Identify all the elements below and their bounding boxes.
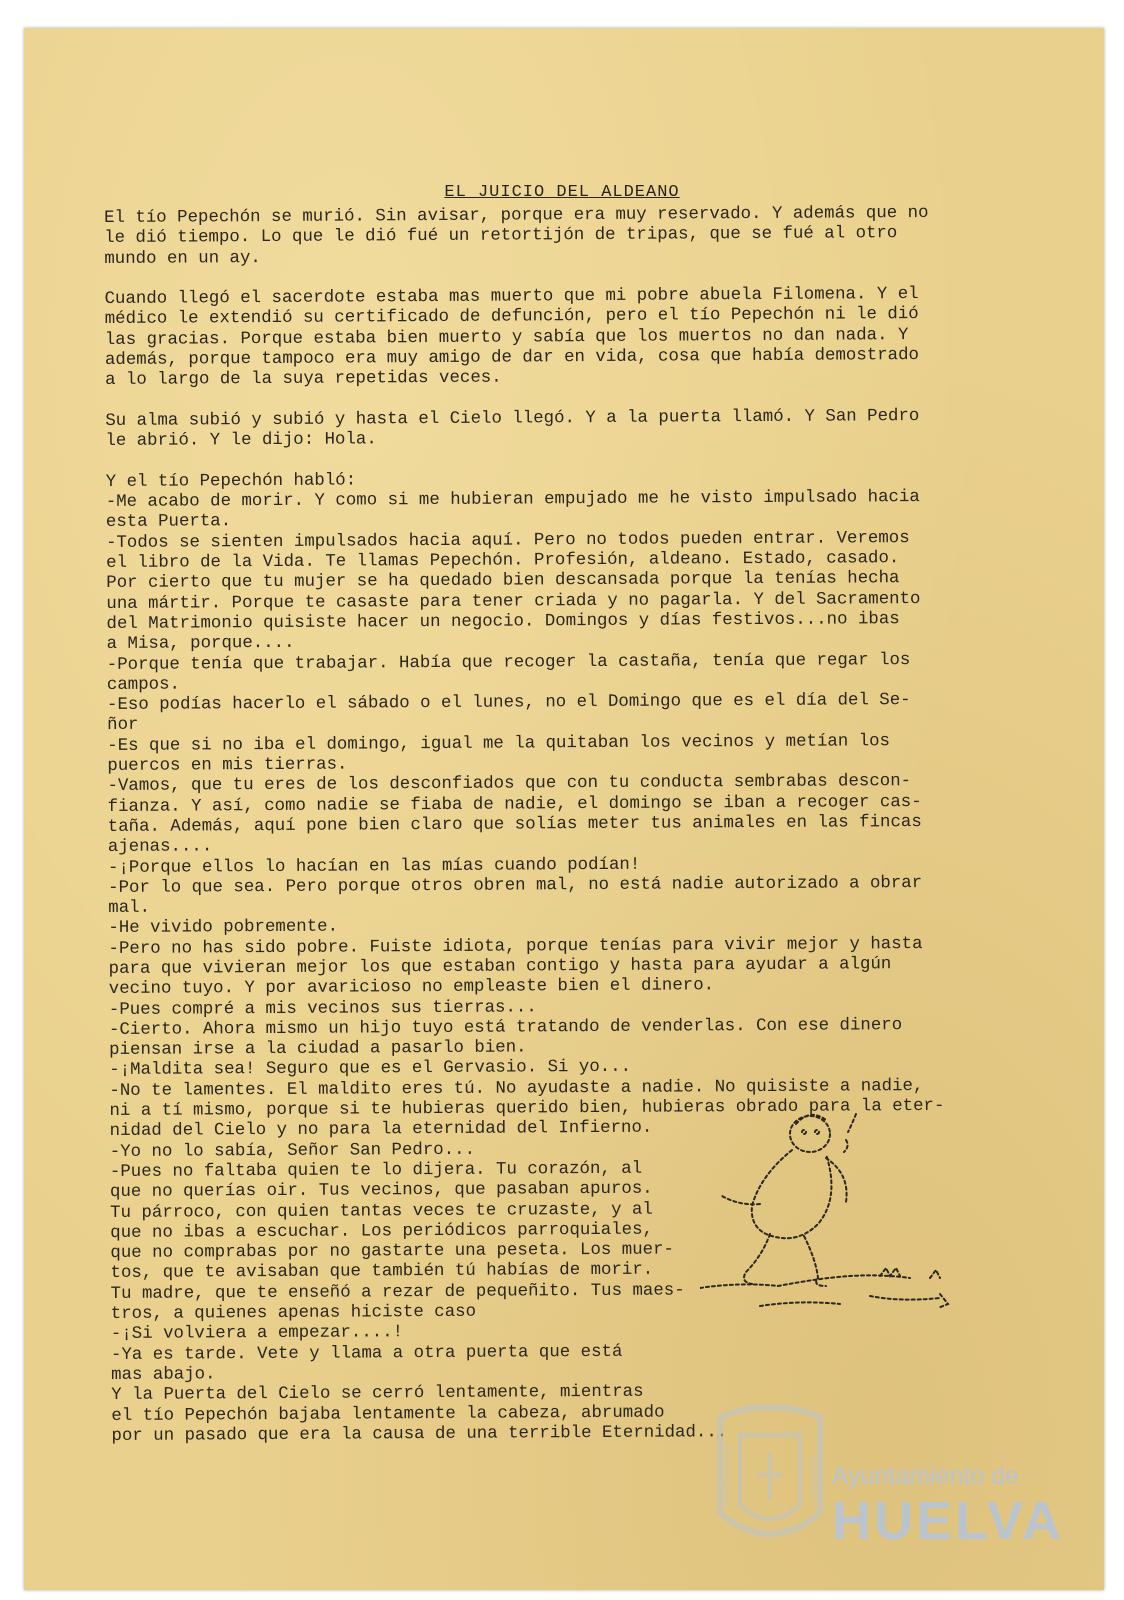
watermark-line1: Ayuntamiento de: [832, 1462, 1020, 1490]
text-line: mal.: [108, 898, 151, 919]
text-line: -Pues no faltaba quien te lo dijera. Tu corazón, al: [109, 1159, 643, 1182]
text-line: ñor: [107, 716, 139, 736]
text-line: Por cierto que tu mujer se ha quedado bien descansada porque la tenías hecha: [106, 569, 900, 594]
text-line: a Misa, porque....: [106, 634, 295, 655]
text-line: además, porque tampoco era muy amigo de dar en vida, cosa que había demostrado: [104, 346, 919, 371]
text-line: -Pero no has sido pobre. Fuiste idiota, porque tenías para vivir mejor y hasta: [108, 934, 923, 959]
text-line: por un pasado que era la causa de una terrible Eternidad...: [111, 1423, 728, 1446]
seal-top-text: ET TERRA: [745, 1403, 795, 1414]
document-title: EL JUICIO DEL ALDEANO: [444, 183, 680, 202]
text-line: que no comprabas por no gastarte una peseta. Los muer-: [110, 1240, 674, 1264]
text-line: puercos en mis tierras.: [107, 755, 348, 777]
text-line: le dió tiempo. Lo que le dió fué un retortijón de tripas, que se fué al otro: [104, 224, 898, 249]
text-line: campos.: [106, 675, 181, 695]
seal-left-text: PORTUS MARIS: [723, 1444, 732, 1506]
text-line: para que vivieran mejor los que estaban contigo y hasta para ayudar a algún: [108, 955, 892, 979]
text-line: mundo en un ay.: [104, 248, 261, 269]
text-line: -Vamos, que tu eres de los desconfiados que con tu conducta sembrabas descon-: [107, 772, 912, 797]
text-line: taña. Además, aquí pone bien claro que solías meter tus animales en las fincas: [107, 812, 922, 837]
text-line: nidad del Cielo y no para la eternidad del Infierno.: [109, 1119, 653, 1142]
text-line: tos, que te avisaban que también tú habías de morir.: [110, 1261, 654, 1284]
text-line: -Cierto. Ahora mismo un hijo tuyo está tratando de venderlas. Con ese dinero: [108, 1016, 903, 1040]
text-line: del Matrimonio quisiste hacer un negocio. Domingos y días festivos...no ibas: [106, 610, 900, 634]
text-line: ajenas....: [107, 837, 213, 858]
text-line: -¡Maldita sea! Seguro que es el Gervasio. Si yo...: [109, 1058, 632, 1081]
text-line: -Pues compré a mis vecinos sus tierras...: [108, 997, 537, 1020]
text-line: Y la Puerta del Cielo se cerró lentamente, mientras: [111, 1382, 644, 1406]
text-line: ni a tí mismo, porque si te hubieras querido bien, hubieras obrado para la eter-: [109, 1096, 945, 1122]
text-line: -¡Porque ellos lo hacían en las mías cuando podían!: [107, 855, 641, 878]
text-line: -Me acabo de morir. Y como si me hubieran empujado me he visto impulsado hacia: [105, 488, 920, 513]
text-line: -Todos se sienten impulsados hacia aquí. Pero no todos pueden entrar. Veremos: [105, 528, 910, 553]
text-line: que no ibas a escuchar. Los periódicos parroquiales,: [110, 1220, 653, 1243]
text-line: las gracias. Porque estaba bien muerto y sabía que los muertos no dan nada. Y: [104, 325, 909, 350]
text-line: el tío Pepechón bajaba lentamente la cabeza, abrumado: [111, 1403, 665, 1426]
watermark-line2: HUELVA: [832, 1491, 1064, 1551]
text-line: que no querías oir. Tus vecinos, que pasaban apuros.: [109, 1179, 653, 1203]
text-line: esta Puerta.: [105, 512, 232, 533]
text-line: Tu madre, que te enseñó a rezar de pequeñito. Tus maes-: [110, 1281, 685, 1304]
text-line: piensan irse a la ciudad a pasarlo bien.: [109, 1038, 527, 1061]
text-line: -Eso podías hacerlo el sábado o el lunes, no el Domingo que es el día del Se-: [106, 691, 911, 716]
text-line: fianza. Y así, como nadie se fiaba de nadie, el domingo se iban a recoger cas-: [107, 792, 922, 817]
text-line: -He vivido pobremente.: [108, 917, 339, 939]
text-line: tros, a quienes apenas hiciste caso: [110, 1302, 477, 1325]
text-line: -¡Si volviera a empezar....!: [110, 1323, 404, 1345]
text-line: Cuando llegó el sacerdote estaba mas muerto que mi pobre abuela Filomena. Y el: [104, 285, 919, 310]
text-line: una mártir. Porque te casaste para tener criada y no pagarla. Y del Sacramento: [106, 589, 921, 614]
text-line: mas abajo.: [111, 1365, 216, 1385]
text-line: -Por lo que sea. Pero porque otros obren mal, no está nadie autorizado a obrar: [108, 873, 923, 898]
text-line: médico le extendió su certificado de defunción, pero el tío Pepechón ni le dió: [104, 305, 919, 330]
walking-man-drawing-icon: [700, 1106, 990, 1316]
text-line: el libro de la Vida. Te llamas Pepechón. Profesión, aldeano. Estado, casado.: [106, 549, 900, 574]
text-line: -No te lamentes. El maldito eres tú. No ayudaste a nadie. No quisiste a nadie,: [109, 1076, 924, 1101]
text-line: Su alma subió y subió y hasta el Cielo llegó. Y a la puerta llamó. Y San Pedro: [105, 406, 920, 431]
text-line: Tu párroco, con quien tantas veces te cruzaste, y al: [110, 1200, 653, 1223]
text-line: le abrió. Y le dijo: Hola.: [105, 430, 377, 452]
text-line: El tío Pepechón se murió. Sin avisar, porque era muy reservado. Y además que no: [104, 203, 929, 228]
text-line: -Porque tenía que trabajar. Había que recoger la castaña, tenía que regar los: [106, 650, 911, 675]
text-line: -Yo no lo sabía, Señor San Pedro...: [109, 1140, 476, 1162]
seal-right-text: CUSTODIA: [808, 1454, 817, 1496]
text-line: a lo largo de la suya repetidas veces.: [104, 368, 502, 391]
text-line: vecino tuyo. Y por avaricioso no empleaste bien el dinero.: [108, 976, 715, 1000]
text-line: -Ya es tarde. Vete y llama a otra puerta que está: [110, 1342, 623, 1365]
text-line: -Es que si no iba el domingo, igual me la quitaban los vecinos y metían los: [107, 731, 891, 756]
text-line: Y el tío Pepechón habló:: [105, 471, 357, 492]
